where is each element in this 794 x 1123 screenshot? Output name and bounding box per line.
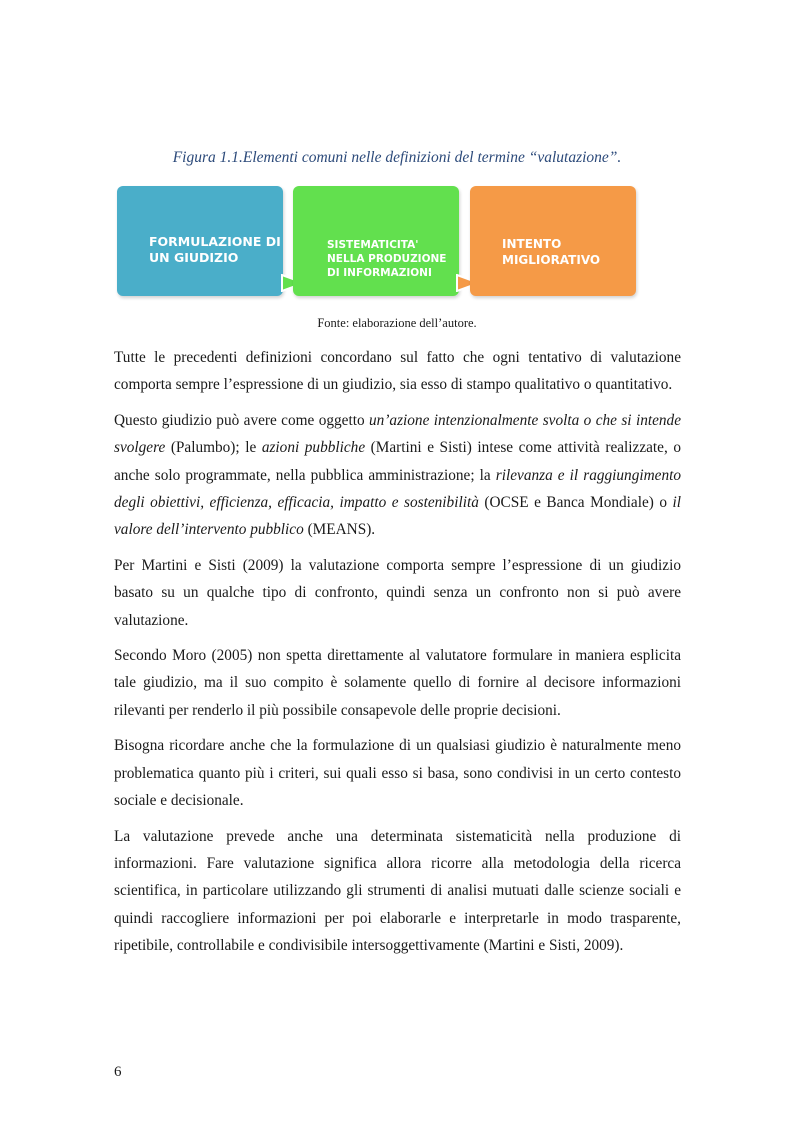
diagram-box-label: SISTEMATICITA' NELLA PRODUZIONE DI INFORMAZIONI bbox=[327, 239, 447, 279]
paragraph bbox=[114, 552, 681, 634]
process-diagram bbox=[0, 0, 794, 310]
paragraph bbox=[114, 823, 681, 960]
text-segment: Per Martini e Sisti (2009) la valutazione comporta sempre l’espressione di un giudizio basato su un qualche tipo di confronto, quindi senza un confronto non si può avere valutazione. bbox=[114, 556, 681, 629]
text-segment: (Martini e Sisti) intese come attività realizzate, o anche solo programmate, nella pubblica amministrazione; la bbox=[114, 439, 681, 484]
text-segment: Tutte le precedenti definizioni concordano sul fatto che ogni tentativo di valutazione comporta sempre l’espressione di un giudizio, sia esso di stampo qualitativo o quantitativo. bbox=[114, 349, 681, 394]
italic-phrase: un’azione intenzionalmente svolta o che si intende svolgere bbox=[114, 411, 681, 457]
text-segment: Questo giudizio può avere come oggetto bbox=[114, 411, 370, 429]
body-text bbox=[114, 344, 681, 968]
figure-source: Fonte: elaborazione dell’autore. bbox=[317, 316, 477, 330]
figure-caption: Figura 1.1.Elementi comuni nelle definizioni del termine “valutazione”. bbox=[172, 149, 622, 166]
text-segment: (Palumbo); le bbox=[165, 439, 262, 457]
text-segment: (OCSE e Banca Mondiale) o bbox=[478, 494, 673, 512]
paragraph bbox=[114, 642, 681, 724]
paragraph bbox=[114, 732, 681, 814]
paragraph bbox=[114, 344, 681, 399]
text-segment: Secondo Moro (2005) non spetta direttamente al valutatore formulare in maniera esplicita tale giudizio, ma il suo compito è solamente quello di fornire al decisore informazioni rilevanti per renderlo il più possibile consapevole delle proprie decisioni. bbox=[114, 647, 681, 719]
diagram-box-intento bbox=[470, 186, 636, 296]
diagram-box-giudizio bbox=[117, 186, 283, 296]
diagram-box-label: INTENTO MIGLIORATIVO bbox=[502, 237, 601, 267]
italic-phrase: azioni pubbliche bbox=[261, 439, 366, 457]
text-segment: (MEANS). bbox=[303, 521, 376, 539]
italic-phrase: il valore dell’intervento pubblico bbox=[114, 494, 681, 539]
italic-phrase: rilevanza e il raggiungimento degli obiettivi, efficienza, efficacia, impatto e sostenibilità bbox=[114, 466, 681, 512]
diagram-box-sistematicita bbox=[293, 186, 459, 296]
text-segment: La valutazione prevede anche una determinata sistematicità nella produzione di informazioni. Fare valutazione significa allora ricorre alla metodologia della ricerca scientifica, in particolare utilizzando gli strumenti di analisi mutuati dalle scienze sociali e quindi raccogliere informazioni per poi elaborarle e interpretarle in modo trasparente, ripetibile, controllabile e condivisibile intersoggettivamente (Martini e Sisti, 2009). bbox=[114, 827, 681, 955]
text-segment: Bisogna ricordare anche che la formulazione di un qualsiasi giudizio è naturalmente meno problematica quanto più i criteri, sui quali esso si basa, sono condivisi in un certo contesto sociale e decisionale. bbox=[114, 737, 681, 810]
page-number: 6 bbox=[114, 1064, 122, 1080]
paragraph bbox=[114, 407, 681, 544]
diagram-box-label: FORMULAZIONE DI UN GIUDIZIO bbox=[149, 234, 281, 265]
